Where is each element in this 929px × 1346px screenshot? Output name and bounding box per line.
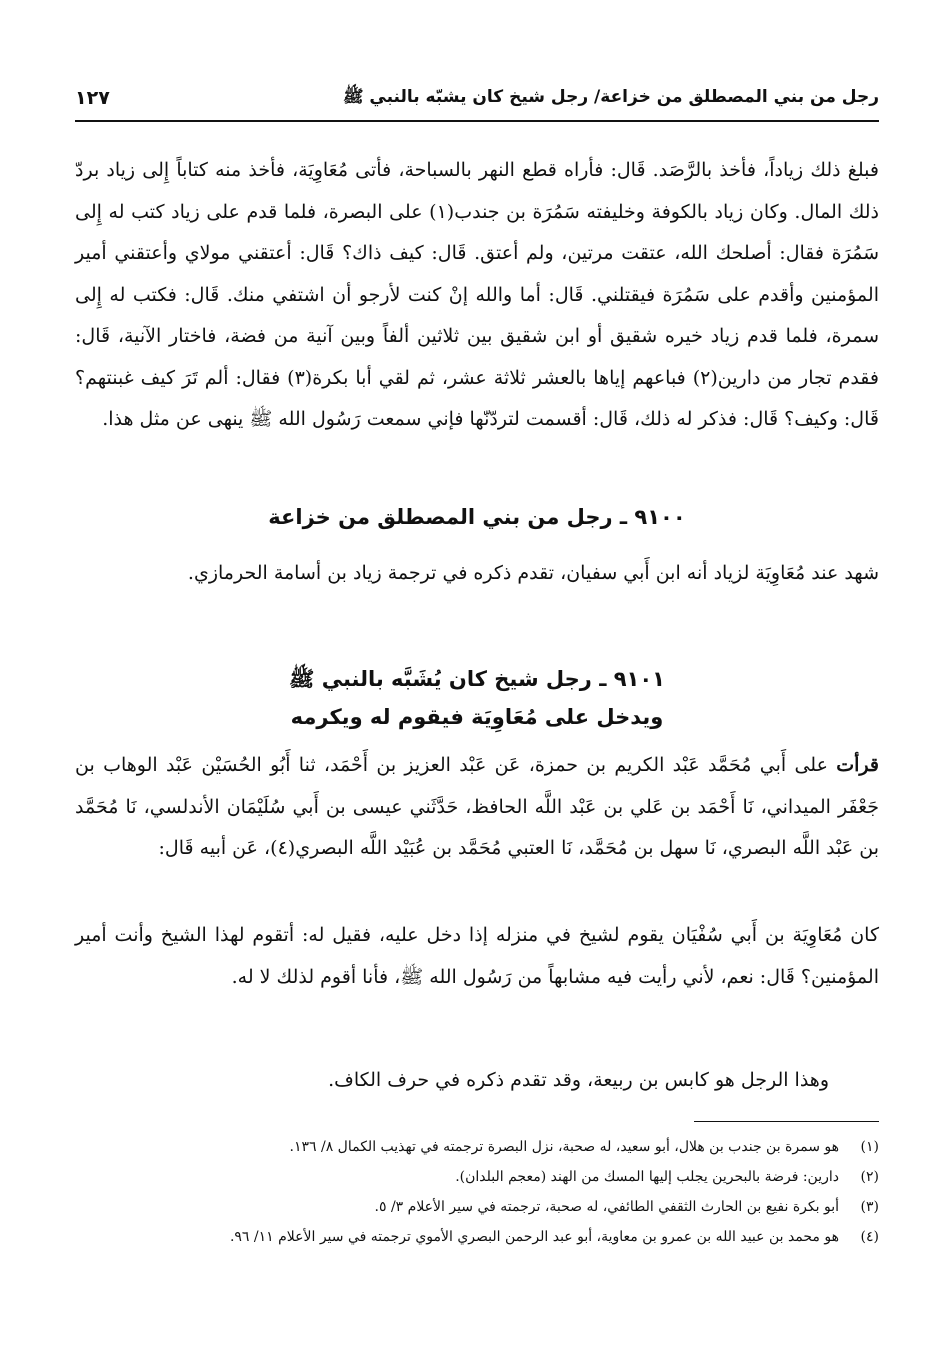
footnote-text: أبو بكرة نفيع بن الحارث الثقفي الطائفي، له صحبة، ترجمته في سير الأعلام ٣/ ٥.	[374, 1199, 839, 1215]
isnad-text: على أَبي مُحَمَّد عَبْد الكريم بن حمزة، عَن عَبْد العزيز بن أَحْمَد، ثنا أَبُو الحُسَيْن عَبْد الوهاب بن جَعْفَر الميداني، نَا أَحْمَد بن عَلي بن عَبْد اللَّه الحافظ، حَدَّثَني عيسى بن أَبي سُلَيْمَان الأندلسي، نَا مُحَمَّد بن عَبْد اللَّه البصري، نَا سهل بن مُحَمَّد، نَا العتبي مُحَمَّد بن عُبَيْد اللَّه البصري(٤)، عَن أبيه قَال:	[75, 754, 879, 859]
footnote-item	[75, 1162, 879, 1192]
paragraph-continuation	[75, 150, 879, 441]
header-rule	[75, 120, 879, 122]
section-heading-9100: ٩١٠٠ ـ رجل من بني المصطلق من خزاعة	[268, 505, 686, 529]
paragraph-text: فبلغ ذلك زياداً، فأخذ بالرَّصَد. قَال: فأراه قطع النهر بالسباحة، فأتى مُعَاوِيَة، فأخذ منه كتاباً إِلى زياد بردّ ذلك المال. وكان زياد بالكوفة وخليفته سَمُرَة بن جندب(١) على البصرة، فلما قدم على زياد كتب له إِلى سَمُرَة فقال: أصلحك الله، عتقت مرتين، ولم أعتق. قَال: كيف ذاك؟ قَال: أعتقني مولاي وأعتقني أمير المؤمنين وأقدم على سَمُرَة فيقتلني. قَال: أما والله إنْ كنت لأرجو أن اشتفي منك. قَال: فكتب له إِلى سمرة، فلما قدم زياد خيره شقيق أو ابن شقيق بين ثلاثين ألفاً وبين آنية من فضة، فاختار الآنية، قَال: فقدم تجار من دارين(٢) فباعهم إياها بالعشر ثلاثة عشر، ثم لقي أبا بكرة(٣) فقال: ألم تَرَ كيف غبنتهم؟ قَال: وكيف؟ قَال: فذكر له ذلك، قَال: أقسمت لتردّنّها فإني سمعت رَسُول الله ﷺ ينهى عن مثل هذا.	[75, 159, 879, 430]
isnad-paragraph	[75, 745, 879, 870]
footnote-number: (١)	[860, 1139, 879, 1155]
footnote-item	[75, 1192, 879, 1222]
narration-paragraph	[75, 915, 879, 998]
section-heading-9101	[75, 660, 879, 736]
heading-line-2: ويدخل على مُعَاوِيَة فيقوم له ويكرمه	[290, 705, 664, 729]
section-9100-body	[75, 553, 879, 595]
footnote-rule	[694, 1121, 879, 1122]
footnote-number: (٢)	[860, 1169, 879, 1185]
footnote-text: هو محمد بن عبيد الله بن عمرو بن معاوية، أبو عبد الرحمن البصري الأموي ترجمته في سير الأعلام ١١/ ٩٦.	[229, 1229, 839, 1245]
section-9100-text: شهد عند مُعَاوِيَة لزياد أنه ابن أَبي سفيان، تقدم ذكره في ترجمة زياد بن أسامة الحرمازي.	[187, 562, 879, 584]
header-title: رجل من بني المصطلق من خزاعة/ رجل شيخ كان يشبّه بالنبي ﷺ	[342, 86, 879, 107]
footnote-item	[75, 1132, 879, 1162]
heading-line-1: ٩١٠١ ـ رجل شيخ كان يُشَبَّه بالنبي ﷺ	[289, 667, 665, 691]
footnote-text: هو سمرة بن جندب بن هلال، أبو سعيد، له صحبة، نزل البصرة ترجمته في تهذيب الكمال ٨/ ١٣٦.	[289, 1139, 839, 1155]
narration-text: كان مُعَاوِيَة بن أَبي سُفْيَان يقوم لشيخ في منزله إذا دخل عليه، فقيل له: أتقوم لهذا الشيخ وأنت أمير المؤمنين؟ قَال: نعم، لأني رأيت فيه مشابهاً من رَسُول الله ﷺ، فأنا أقوم لذلك لا له.	[75, 924, 879, 988]
footnote-item	[75, 1222, 879, 1252]
running-header	[75, 80, 879, 116]
page-number: ١٢٧	[75, 87, 110, 109]
lead-word: قرأت	[836, 754, 879, 776]
footnotes	[75, 1132, 879, 1252]
footnote-number: (٤)	[860, 1229, 879, 1245]
note-paragraph	[75, 1060, 879, 1102]
footnote-text: دارين: فرضة بالبحرين يجلب إليها المسك من الهند (معجم البلدان).	[455, 1169, 839, 1185]
footnote-number: (٣)	[860, 1199, 879, 1215]
note-text: وهذا الرجل هو كابس بن ربيعة، وقد تقدم ذكره في حرف الكاف.	[328, 1069, 829, 1091]
